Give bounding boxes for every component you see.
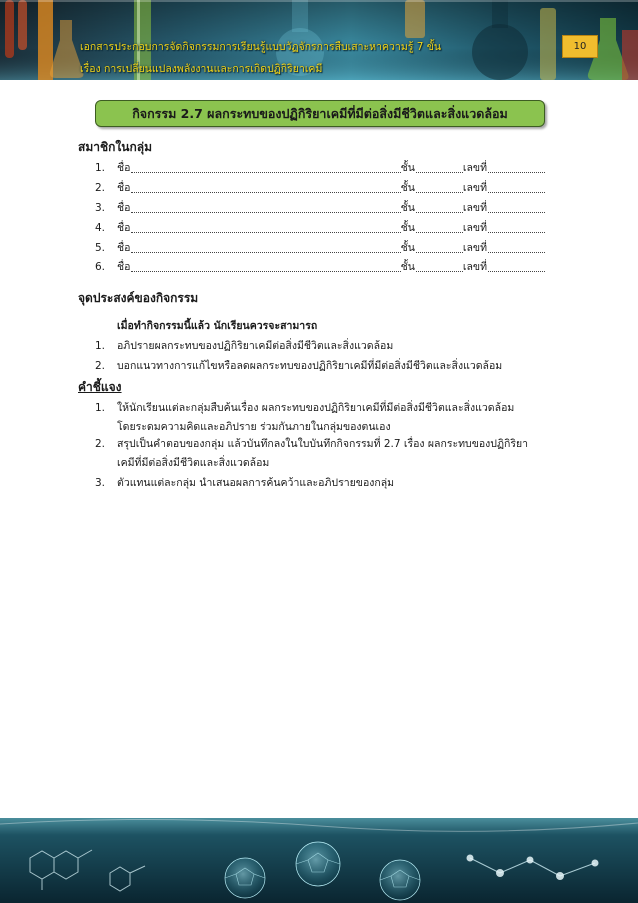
number-label: เลขที่: [462, 162, 487, 174]
number-label: เลขที่: [462, 222, 487, 234]
instruction-text: ให้นักเรียนแต่ละกลุ่มสืบค้นเรื่อง ผลกระทบของปฏิกิริยาเคมีที่มีต่อสิ่งมีชีวิตและสิ่งแวดล้อม: [117, 402, 515, 414]
number-label: เลขที่: [462, 242, 487, 254]
instructions-heading: คำชี้แจง: [78, 380, 122, 394]
number-blank-line: [488, 231, 545, 233]
member-row-number: 6.: [95, 261, 106, 273]
objectives-heading: จุดประสงค์ของกิจกรรม: [78, 291, 199, 305]
number-blank-line: [488, 270, 545, 272]
objective-number: 2.: [95, 360, 106, 372]
class-blank-line: [416, 171, 463, 173]
class-label: ชั้น: [400, 182, 415, 194]
number-label: เลขที่: [462, 182, 487, 194]
name-blank-line: [131, 251, 400, 253]
header-banner: [0, 0, 638, 80]
member-row: [95, 158, 545, 178]
class-blank-line: [416, 191, 463, 193]
name-blank-line: [131, 171, 400, 173]
member-row-number: 2.: [95, 182, 106, 194]
name-blank-line: [131, 191, 400, 193]
activity-title: กิจกรรม 2.7 ผลกระทบของปฏิกิริยาเคมีที่มีต่อสิ่งมีชีวิตและสิ่งแวดล้อม: [95, 100, 545, 127]
class-label: ชั้น: [400, 222, 415, 234]
class-label: ชั้น: [400, 242, 415, 254]
member-row: [95, 238, 545, 258]
number-label: เลขที่: [462, 261, 487, 273]
footer-molecule-art: [0, 818, 638, 903]
class-label: ชั้น: [400, 261, 415, 273]
instruction-item: [95, 473, 394, 493]
name-label: ชื่อ: [117, 202, 131, 214]
instruction-number: 1.: [95, 402, 106, 414]
instruction-item: [95, 398, 514, 418]
objective-number: 1.: [95, 340, 106, 352]
document-series-title: เอกสารประกอบการจัดกิจกรรมการเรียนรู้แบบวัฏจักรการสืบเสาะหาความรู้ 7 ขั้น: [80, 41, 442, 53]
instruction-number: 3.: [95, 477, 106, 489]
number-blank-line: [488, 191, 545, 193]
objective-text: บอกแนวทางการแก้ไขหรือลดผลกระทบของปฏิกิริยาเคมีที่มีต่อสิ่งมีชีวิตและสิ่งแวดล้อม: [117, 360, 503, 372]
objective-item: [95, 336, 393, 356]
number-blank-line: [488, 251, 545, 253]
name-label: ชื่อ: [117, 182, 131, 194]
document-topic: เรื่อง การเปลี่ยนแปลงพลังงานและการเกิดปฏิกิริยาเคมี: [80, 63, 323, 75]
member-row-number: 5.: [95, 242, 106, 254]
class-blank-line: [416, 231, 463, 233]
member-row: [95, 218, 545, 238]
name-blank-line: [131, 270, 400, 272]
name-label: ชื่อ: [117, 242, 131, 254]
instruction-text-continued: โดยระดมความคิดและอภิปราย ร่วมกันภายในกลุ่มของตนเอง: [117, 421, 391, 433]
instruction-item: [95, 434, 528, 454]
member-row: [95, 178, 545, 198]
objectives-intro: เมื่อทำกิจกรรมนี้แล้ว นักเรียนควรจะสามารถ: [117, 320, 318, 332]
class-label: ชั้น: [400, 202, 415, 214]
number-blank-line: [488, 211, 545, 213]
name-label: ชื่อ: [117, 162, 131, 174]
class-blank-line: [416, 270, 463, 272]
name-label: ชื่อ: [117, 222, 131, 234]
objective-text: อภิปรายผลกระทบของปฏิกิริยาเคมีต่อสิ่งมีชีวิตและสิ่งแวดล้อม: [117, 340, 394, 352]
page-number: 10: [562, 35, 598, 58]
instruction-number: 2.: [95, 438, 106, 450]
instruction-text-continued: เคมีที่มีต่อสิ่งมีชีวิตและสิ่งแวดล้อม: [117, 457, 270, 469]
class-blank-line: [416, 211, 463, 213]
number-label: เลขที่: [462, 202, 487, 214]
member-row-number: 1.: [95, 162, 106, 174]
class-label: ชั้น: [400, 162, 415, 174]
number-blank-line: [488, 171, 545, 173]
member-row: [95, 198, 545, 218]
member-row-number: 3.: [95, 202, 106, 214]
member-row-number: 4.: [95, 222, 106, 234]
member-row: [95, 257, 545, 277]
name-blank-line: [131, 211, 400, 213]
members-heading: สมาชิกในกลุ่ม: [78, 140, 152, 154]
name-blank-line: [131, 231, 400, 233]
objective-item: [95, 356, 502, 376]
instruction-text: สรุปเป็นคำตอบของกลุ่ม แล้วบันทึกลงในใบบันทึกกิจกรรมที่ 2.7 เรื่อง ผลกระทบของปฏิกิริยา: [117, 438, 529, 450]
instruction-text: ตัวแทนแต่ละกลุ่ม นำเสนอผลการค้นคว้าและอภิปรายของกลุ่ม: [117, 477, 395, 489]
class-blank-line: [416, 251, 463, 253]
name-label: ชื่อ: [117, 261, 131, 273]
footer-banner: [0, 818, 638, 903]
